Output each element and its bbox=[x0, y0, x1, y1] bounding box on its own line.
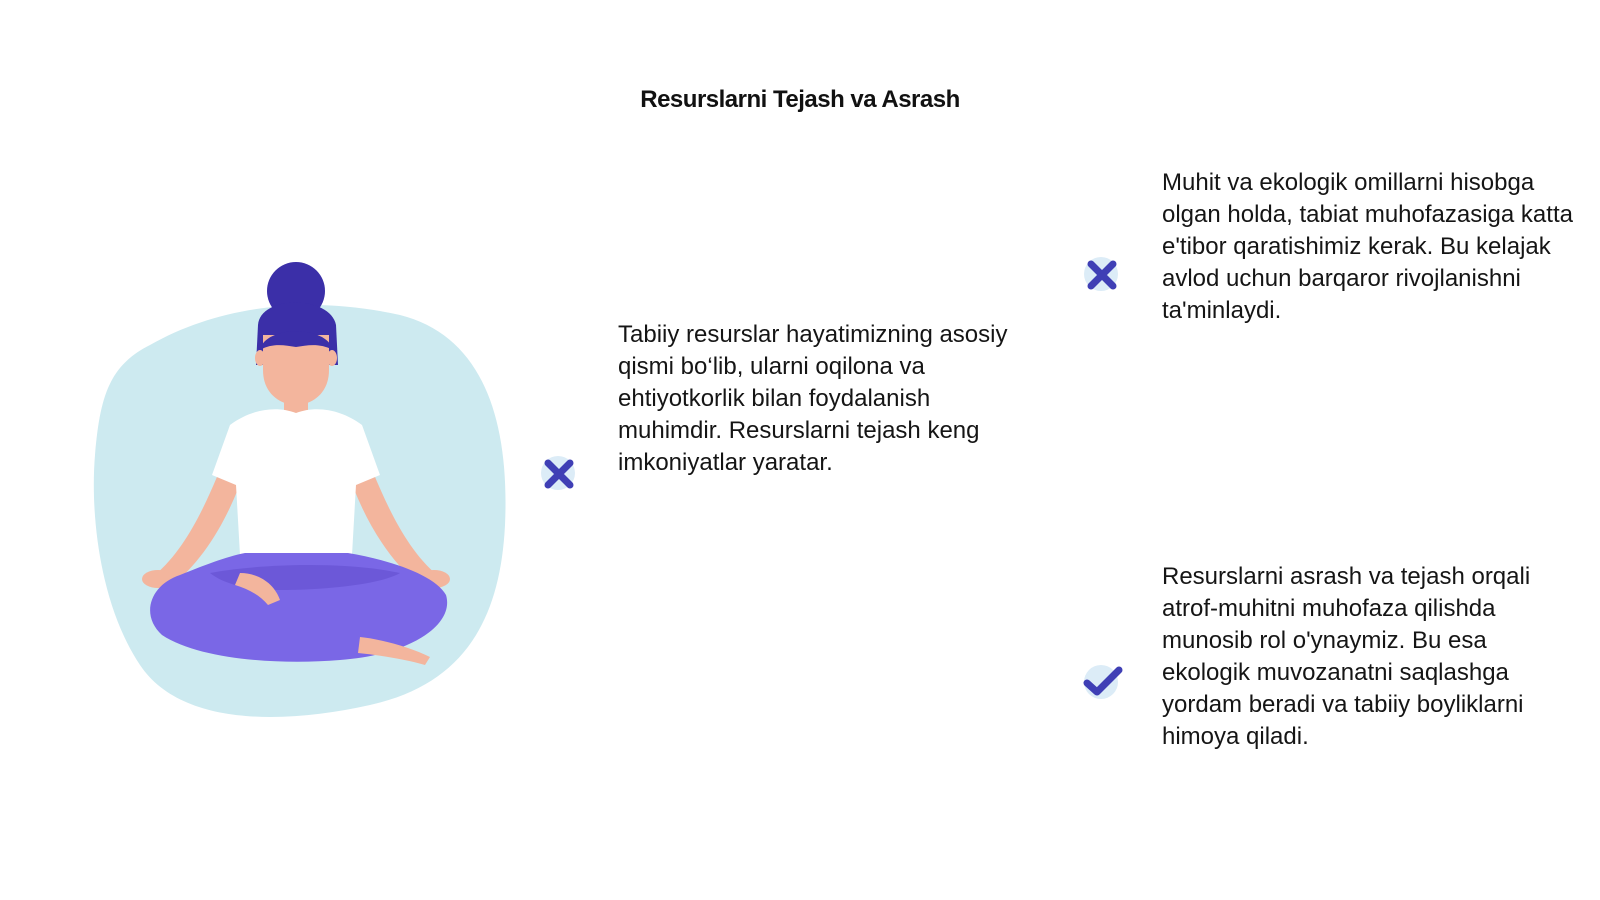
cross-icon bbox=[537, 450, 583, 496]
meditation-illustration bbox=[80, 255, 520, 735]
point-text-3: Resurslarni asrash va tejash orqali atrof-muhitni muhofaza qilishda munosib rol o'ynaymiz. Bu esa ekologik muvozanatni saqlashga yordam beradi va tabiiy boyliklarni himoya qiladi. bbox=[1162, 563, 1531, 750]
cross-icon bbox=[1080, 251, 1126, 297]
check-icon bbox=[1080, 659, 1126, 705]
point-text-1: Tabiiy resurslar hayatimizning asosiy qismi bo‘lib, ularni oqilona va ehtiyotkorlik bilan foydalanish muhimdir. Resurslarni tejash keng imkoniyatlar yaratar. bbox=[618, 321, 1008, 476]
slide-title: Resurslarni Tejash va Asrash bbox=[640, 86, 960, 113]
point-text-2: Muhit va ekologik omillarni hisobga olgan holda, tabiat muhofazasiga katta e'tibor qaratishimiz kerak. Bu kelajak avlod uchun barqaror rivojlanishni ta'minlaydi. bbox=[1162, 169, 1573, 324]
